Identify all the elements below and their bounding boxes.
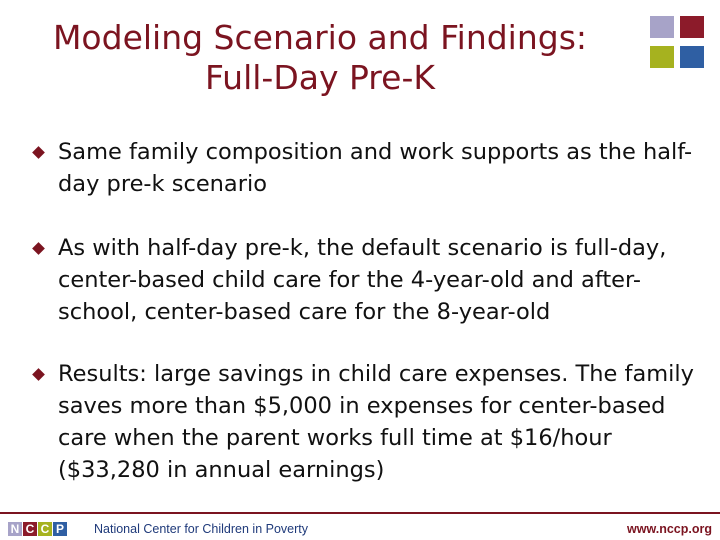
logo-square-bottom-left (650, 46, 674, 68)
bullet-item (34, 136, 694, 200)
bullet-diamond-icon (32, 368, 45, 381)
footer-rule (0, 512, 720, 514)
bullet-diamond-icon (32, 242, 45, 255)
logo-square-top-left (650, 16, 674, 38)
footer (0, 512, 720, 540)
bullet-item (34, 358, 694, 486)
logo-square-top-right (680, 16, 704, 38)
slide-title-line-1: Modeling Scenario and Findings: (52, 18, 588, 57)
nccp-letter-p: P (53, 522, 67, 536)
decorative-logo-squares (650, 16, 712, 70)
footer-org-name: National Center for Children in Poverty (94, 522, 308, 536)
bullet-text: Results: large savings in child care expenses. The family saves more than $5,000 in expenses for center-based care when the parent works full time at $16/hour ($33,280 in annual earnings) (58, 361, 694, 483)
bullet-text: Same family composition and work supports as the half-day pre-k scenario (58, 139, 693, 197)
slide-title-line-2: Full-Day Pre-K (204, 58, 435, 97)
slide-title (20, 18, 620, 98)
bullet-item (34, 232, 694, 328)
footer-url-link[interactable]: www.nccp.org (627, 522, 712, 536)
bullet-list (34, 136, 694, 518)
nccp-logo (8, 521, 68, 537)
bullet-diamond-icon (32, 146, 45, 159)
nccp-letter-c1: C (23, 522, 37, 536)
nccp-letter-n: N (8, 522, 22, 536)
bullet-text: As with half-day pre-k, the default scenario is full-day, center-based child care for the 4-year-old and after-school, center-based care for the 8-year-old (58, 235, 667, 325)
logo-square-bottom-right (680, 46, 704, 68)
nccp-letter-c2: C (38, 522, 52, 536)
